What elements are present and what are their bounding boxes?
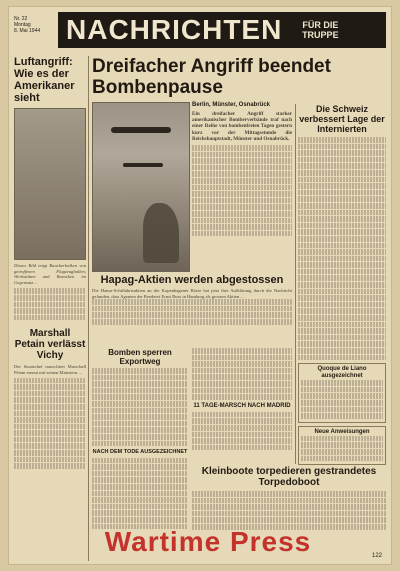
left-column (14, 56, 86, 561)
title-bar (58, 12, 386, 48)
issue-number: Nr. 22 (14, 16, 28, 22)
main-headline: Dreifacher Angriff beendet Bombenpause (92, 56, 331, 98)
newspaper-page (8, 6, 392, 565)
left-headline: Luftangriff: Wie es der Amerikaner sieht (14, 56, 75, 104)
hapag-text-lines (92, 299, 292, 324)
todesfall-headline: NACH DEM TODE AUSGEZEICHNET (92, 449, 188, 456)
issue-weekday: Montag (14, 22, 31, 28)
masthead (14, 12, 386, 50)
bomber-photo (92, 102, 190, 272)
swiss-text-lines (298, 137, 386, 360)
hapag-article (92, 274, 292, 344)
main-headline-box (92, 56, 386, 100)
main-story-column (192, 102, 292, 272)
paper-title: NACHRICHTEN (66, 14, 283, 45)
swiss-headline: Die Schweiz verbessert Lage der Internierten (299, 104, 385, 134)
lower-mid-lines (192, 348, 292, 400)
main-dateline: Berlin, Münster, Osnabrück (192, 102, 271, 108)
bomben-headline: Bomben sperren Exportweg (108, 348, 172, 366)
photo-caption: Dieses Bild trägt Raucherbalken von getroffenen Flugzeughallen, Werkstätten und Baracken im Gegensatz ... (14, 263, 86, 285)
box-quoque (298, 363, 386, 423)
petain-text-lines (14, 378, 86, 469)
petain-headline: Marshall Petain verlässt Vichy (14, 328, 86, 362)
box-quoque-lines (301, 380, 383, 419)
madrid-headline: 11 TAGE-MARSCH NACH MADRID (193, 402, 291, 409)
hapag-headline: Hapag-Aktien werden abgestossen (100, 274, 284, 286)
hapag-text: Die Hansa-Schiffahrtsaktien an der Kopenhagener Börse hat jetzt ihre Aufklärung durch die Nachricht gefunden, dass Agenten der Reederei Ernst Russ in Hamburg als grossen Aktien ... (92, 288, 292, 299)
box-neue-title: Neue Anweisungen (314, 428, 370, 435)
aerial-photo (14, 108, 86, 260)
paper-subtitle: FÜR DIE TRUPPE (302, 20, 339, 40)
box-quoque-title: Quoque de Liano ausgezeichnet (317, 366, 367, 380)
todesfall-text-lines (92, 458, 188, 530)
column-rule (88, 56, 89, 561)
caption-text-lines (14, 288, 86, 320)
right-column (298, 104, 386, 464)
box-neue-lines (301, 436, 383, 461)
bomben-text-lines (92, 368, 188, 446)
box-neue (298, 426, 386, 465)
main-text-lines (192, 145, 292, 236)
issue-date: 8. Mai 1944 (14, 28, 41, 34)
column-rule (295, 104, 296, 464)
madrid-text-lines (192, 412, 292, 451)
smoke-plume (143, 203, 179, 263)
page-number: 122 (371, 553, 382, 559)
issue-info (14, 16, 56, 34)
bomber-icon (111, 127, 171, 133)
main-lead: Ein dreifacher Angriff starker amerikanischer Bomberverbände traf nach einer Reihe von bombenfreien Tagen gestern kurz vor der Mittagsstunde die Reichshauptstadt, Münster und Osnabrück. (192, 111, 292, 142)
petain-text: Der Staatschef marschiert Marschall Pétain erneut mit seinen Ministern ... (14, 364, 86, 375)
watermark: Wartime Press (104, 526, 312, 557)
kleinboote-text-lines (192, 491, 386, 530)
bomber-icon (123, 163, 163, 167)
kleinboote-headline: Kleinboote torpedieren gestrandetes Torpedoboot (201, 466, 377, 488)
